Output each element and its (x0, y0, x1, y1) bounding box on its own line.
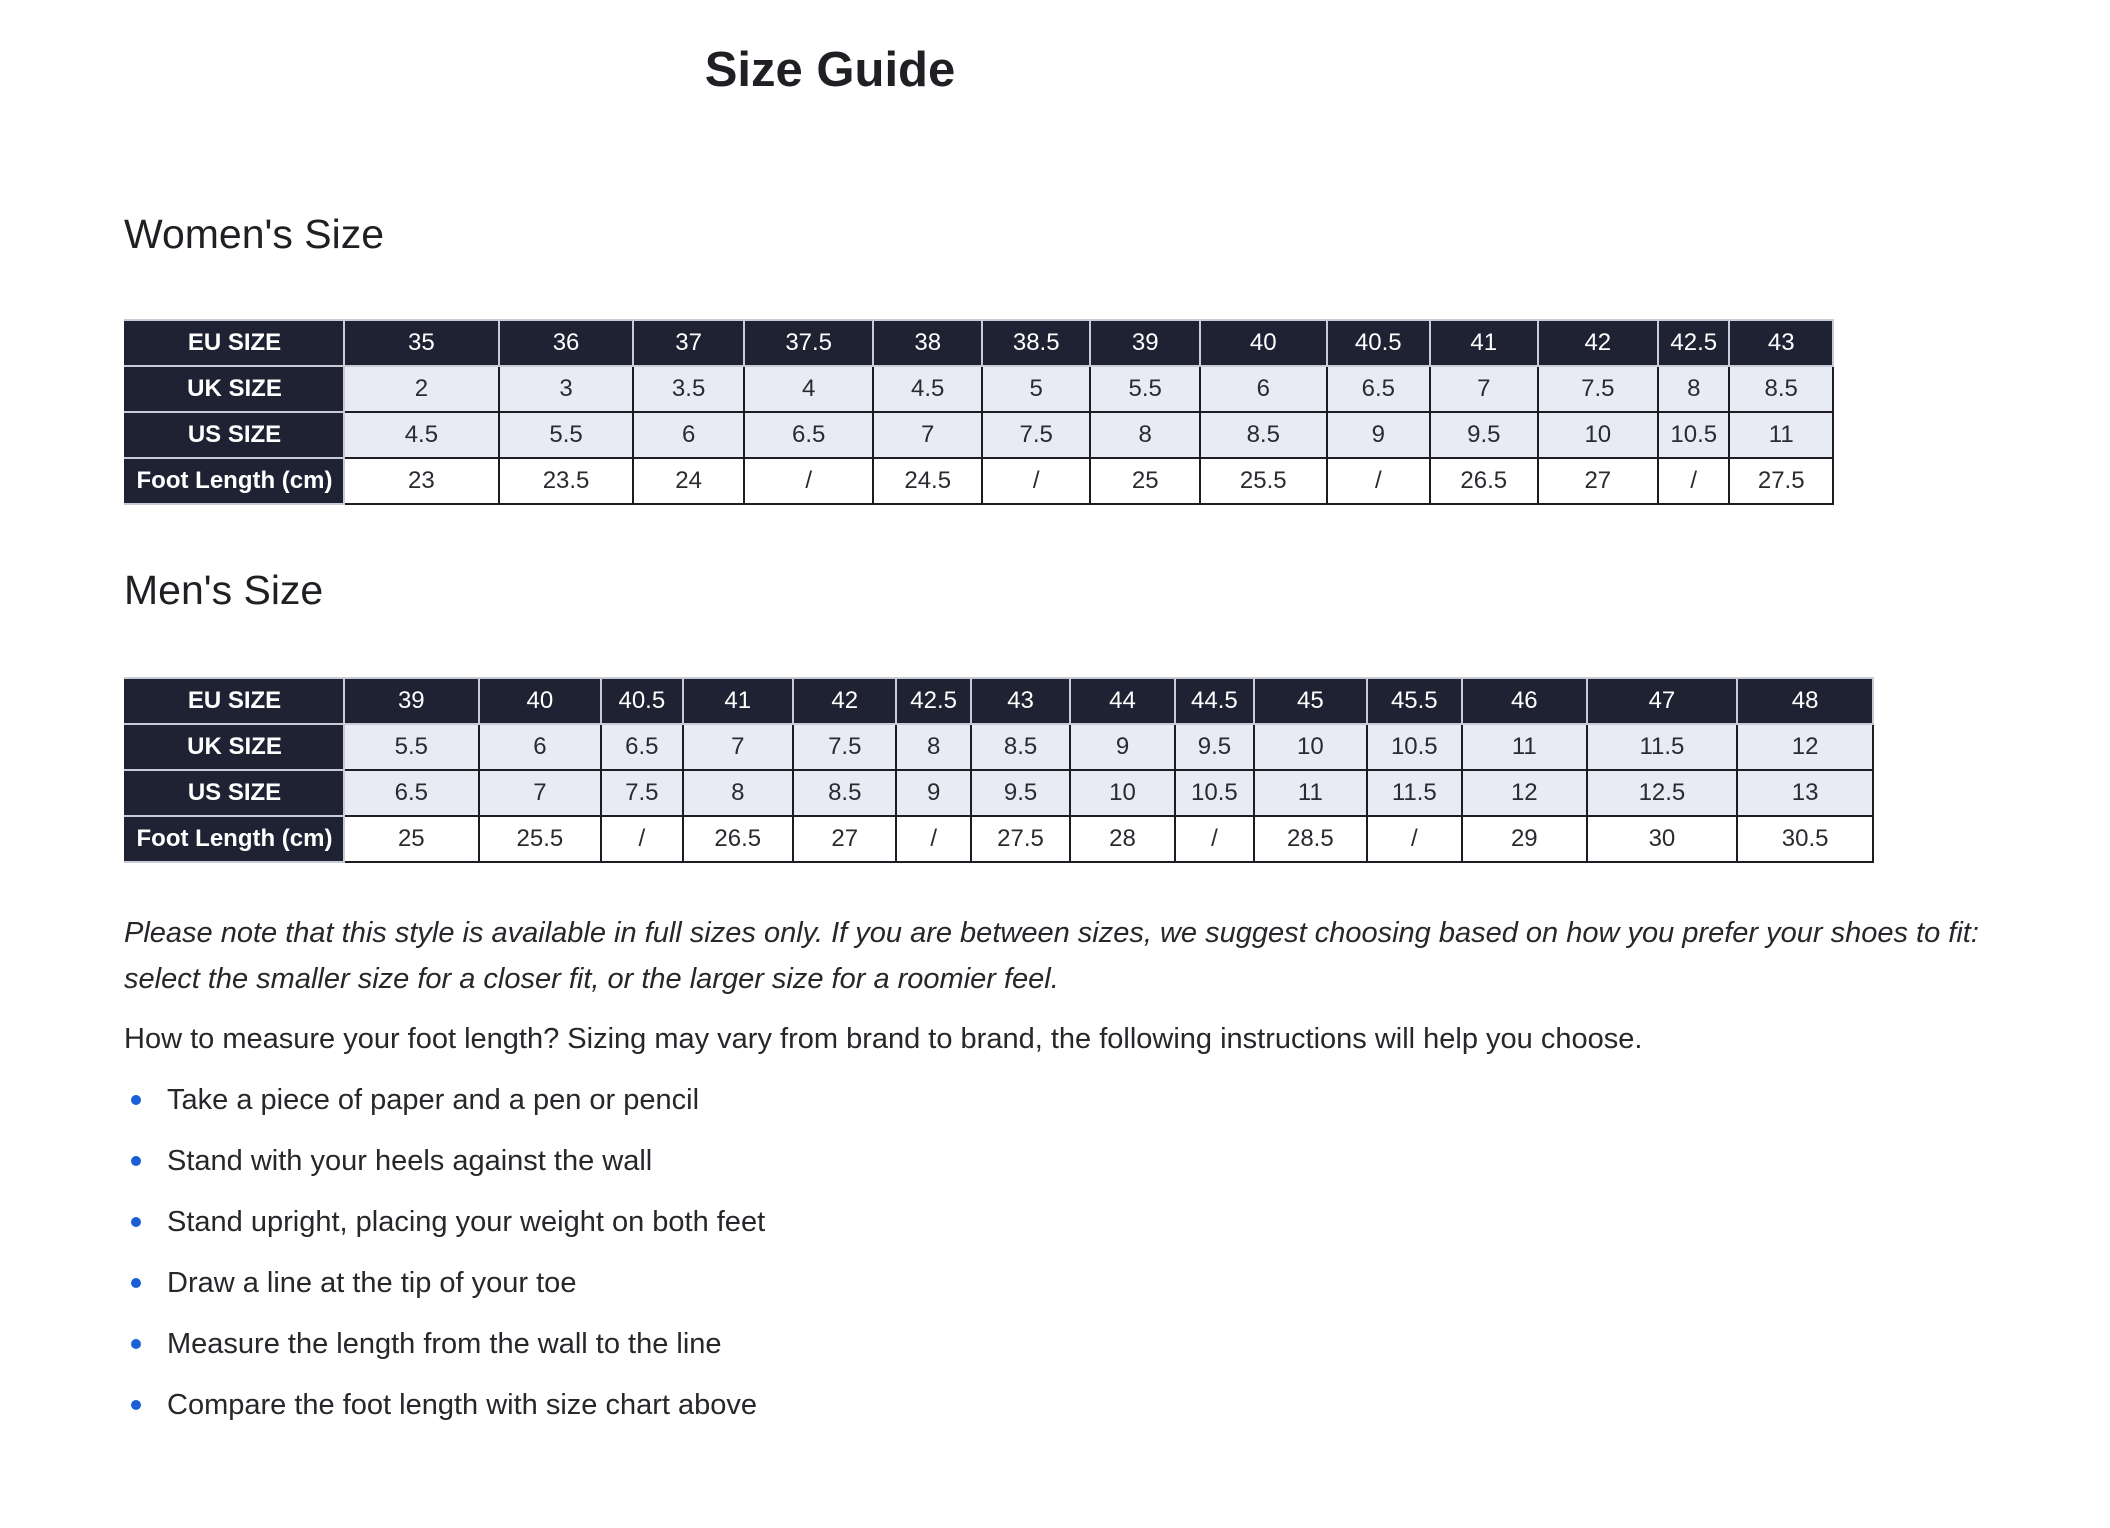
womens-size-table-body (125, 320, 1833, 504)
size-cell: 10 (1538, 412, 1659, 458)
size-cell: 26.5 (683, 816, 794, 862)
size-cell: 45.5 (1367, 678, 1462, 724)
size-cell: 9.5 (971, 770, 1070, 816)
size-cell: 7 (1430, 366, 1538, 412)
size-cell: 46 (1462, 678, 1587, 724)
eu-size-row (125, 320, 1833, 366)
foot-length-row (125, 816, 1873, 862)
size-cell: 10 (1070, 770, 1174, 816)
size-cell: 29 (1462, 816, 1587, 862)
foot-length-label: Foot Length (cm) (125, 458, 344, 504)
us-size-row (125, 770, 1873, 816)
size-cell: 45 (1254, 678, 1367, 724)
size-cell: 12.5 (1587, 770, 1738, 816)
size-cell: 10 (1254, 724, 1367, 770)
size-cell: 24 (633, 458, 744, 504)
size-cell: 6.5 (344, 770, 479, 816)
eu-size-label: EU SIZE (125, 678, 344, 724)
size-cell: 8.5 (793, 770, 896, 816)
step-text: Stand upright, placing your weight on both feet (167, 1206, 766, 1238)
size-cell: 28 (1070, 816, 1174, 862)
size-cell: 40.5 (1327, 320, 1430, 366)
size-cell: 27 (1538, 458, 1659, 504)
uk-size-label: UK SIZE (125, 366, 344, 412)
size-cell: / (1175, 816, 1254, 862)
size-cell: 2 (344, 366, 499, 412)
size-cell: 8 (1090, 412, 1200, 458)
size-cell: 47 (1587, 678, 1738, 724)
size-cell: / (744, 458, 874, 504)
size-cell: 8.5 (1729, 366, 1833, 412)
list-item (124, 1199, 765, 1260)
size-cell: / (1658, 458, 1729, 504)
size-cell: 27.5 (1729, 458, 1833, 504)
size-cell: 27.5 (971, 816, 1070, 862)
page-title: Size Guide (704, 43, 956, 97)
size-cell: 7.5 (601, 770, 682, 816)
size-cell: 11.5 (1367, 770, 1462, 816)
size-cell: / (1327, 458, 1430, 504)
measure-instructions-intro: How to measure your foot length? Sizing may vary from brand to brand, the following instructions will help you choose. (124, 1023, 1643, 1055)
size-cell: 48 (1737, 678, 1873, 724)
size-cell: 6.5 (601, 724, 682, 770)
uk-size-label: UK SIZE (125, 724, 344, 770)
size-cell: 44 (1070, 678, 1174, 724)
size-cell: 41 (683, 678, 794, 724)
size-cell: 10.5 (1175, 770, 1254, 816)
step-text: Compare the foot length with size chart above (167, 1389, 757, 1421)
size-cell: 8.5 (971, 724, 1070, 770)
eu-size-label: EU SIZE (125, 320, 344, 366)
size-cell: 6 (479, 724, 602, 770)
size-cell: / (1367, 816, 1462, 862)
uk-size-row (125, 724, 1873, 770)
size-cell: 8 (896, 724, 970, 770)
size-cell: 10.5 (1367, 724, 1462, 770)
size-cell: 25 (344, 816, 479, 862)
size-cell: 9 (896, 770, 970, 816)
size-cell: 36 (499, 320, 634, 366)
size-cell: 37.5 (744, 320, 874, 366)
size-cell: 23 (344, 458, 499, 504)
size-cell: 43 (971, 678, 1070, 724)
size-cell: 30.5 (1737, 816, 1873, 862)
bullet-icon (131, 1400, 141, 1410)
size-cell: 24.5 (873, 458, 982, 504)
us-size-label: US SIZE (125, 412, 344, 458)
size-cell: 5.5 (499, 412, 634, 458)
size-cell: 42.5 (1658, 320, 1729, 366)
bullet-icon (131, 1217, 141, 1227)
size-cell: 9.5 (1175, 724, 1254, 770)
size-cell: / (601, 816, 682, 862)
fit-note: Please note that this style is available in full sizes only. If you are between sizes, we suggest choosing based on how you prefer your shoes to fit: select the smaller size for a closer fit, or the larger size for a roomier feel. (124, 917, 1979, 995)
size-cell: 4 (744, 366, 874, 412)
size-cell: / (896, 816, 970, 862)
uk-size-row (125, 366, 1833, 412)
size-cell: 42 (793, 678, 896, 724)
size-cell: 7.5 (982, 412, 1091, 458)
size-cell: 26.5 (1430, 458, 1538, 504)
size-cell: 25 (1090, 458, 1200, 504)
size-cell: 12 (1462, 770, 1587, 816)
mens-size-table-body (125, 678, 1873, 862)
size-cell: 5 (982, 366, 1091, 412)
size-cell: 40 (1200, 320, 1327, 366)
size-cell: 12 (1737, 724, 1873, 770)
size-cell: 3.5 (633, 366, 744, 412)
size-cell: 40.5 (601, 678, 682, 724)
mens-size-heading: Men's Size (124, 567, 324, 613)
size-cell: 5.5 (344, 724, 479, 770)
bullet-icon (131, 1156, 141, 1166)
size-cell: 41 (1430, 320, 1538, 366)
size-cell: 8.5 (1200, 412, 1327, 458)
size-cell: 35 (344, 320, 499, 366)
list-item (124, 1382, 765, 1443)
size-cell: 25.5 (479, 816, 602, 862)
size-cell: 3 (499, 366, 634, 412)
list-item (124, 1138, 765, 1199)
size-cell: 7 (683, 724, 794, 770)
size-cell: 38.5 (982, 320, 1091, 366)
list-item (124, 1321, 765, 1382)
size-cell: 25.5 (1200, 458, 1327, 504)
size-cell: 23.5 (499, 458, 634, 504)
size-cell: 9.5 (1430, 412, 1538, 458)
size-cell: 39 (1090, 320, 1200, 366)
size-cell: 9 (1070, 724, 1174, 770)
bullet-icon (131, 1339, 141, 1349)
size-cell: 11 (1254, 770, 1367, 816)
size-cell: 4.5 (873, 366, 982, 412)
size-cell: 28.5 (1254, 816, 1367, 862)
step-text: Stand with your heels against the wall (167, 1145, 653, 1177)
us-size-label: US SIZE (125, 770, 344, 816)
size-cell: 40 (479, 678, 602, 724)
size-cell: 30 (1587, 816, 1738, 862)
size-cell: 11 (1462, 724, 1587, 770)
foot-length-label: Foot Length (cm) (125, 816, 344, 862)
bullet-icon (131, 1278, 141, 1288)
size-cell: 42 (1538, 320, 1659, 366)
size-cell: 6 (1200, 366, 1327, 412)
size-cell: 37 (633, 320, 744, 366)
size-cell: 7.5 (1538, 366, 1659, 412)
womens-size-table (124, 319, 1834, 505)
step-text: Take a piece of paper and a pen or pencil (167, 1084, 700, 1116)
size-cell: 9 (1327, 412, 1430, 458)
size-cell: 4.5 (344, 412, 499, 458)
size-cell: 5.5 (1090, 366, 1200, 412)
size-cell: 11 (1729, 412, 1833, 458)
step-text: Measure the length from the wall to the line (167, 1328, 722, 1360)
womens-size-heading: Women's Size (124, 211, 384, 257)
size-cell: 39 (344, 678, 479, 724)
eu-size-row (125, 678, 1873, 724)
mens-size-table (124, 677, 1874, 863)
size-cell: 11.5 (1587, 724, 1738, 770)
size-cell: 8 (1658, 366, 1729, 412)
list-item (124, 1077, 765, 1138)
size-cell: 27 (793, 816, 896, 862)
size-cell: 13 (1737, 770, 1873, 816)
size-cell: 38 (873, 320, 982, 366)
step-text: Draw a line at the tip of your toe (167, 1267, 577, 1299)
foot-length-row (125, 458, 1833, 504)
bullet-icon (131, 1095, 141, 1105)
size-cell: / (982, 458, 1091, 504)
size-cell: 42.5 (896, 678, 970, 724)
size-cell: 7 (479, 770, 602, 816)
size-cell: 6 (633, 412, 744, 458)
size-cell: 6.5 (744, 412, 874, 458)
size-cell: 44.5 (1175, 678, 1254, 724)
measure-steps-list (124, 1077, 765, 1443)
size-cell: 7.5 (793, 724, 896, 770)
size-cell: 6.5 (1327, 366, 1430, 412)
size-cell: 43 (1729, 320, 1833, 366)
size-cell: 8 (683, 770, 794, 816)
size-cell: 7 (873, 412, 982, 458)
us-size-row (125, 412, 1833, 458)
list-item (124, 1260, 765, 1321)
size-cell: 10.5 (1658, 412, 1729, 458)
